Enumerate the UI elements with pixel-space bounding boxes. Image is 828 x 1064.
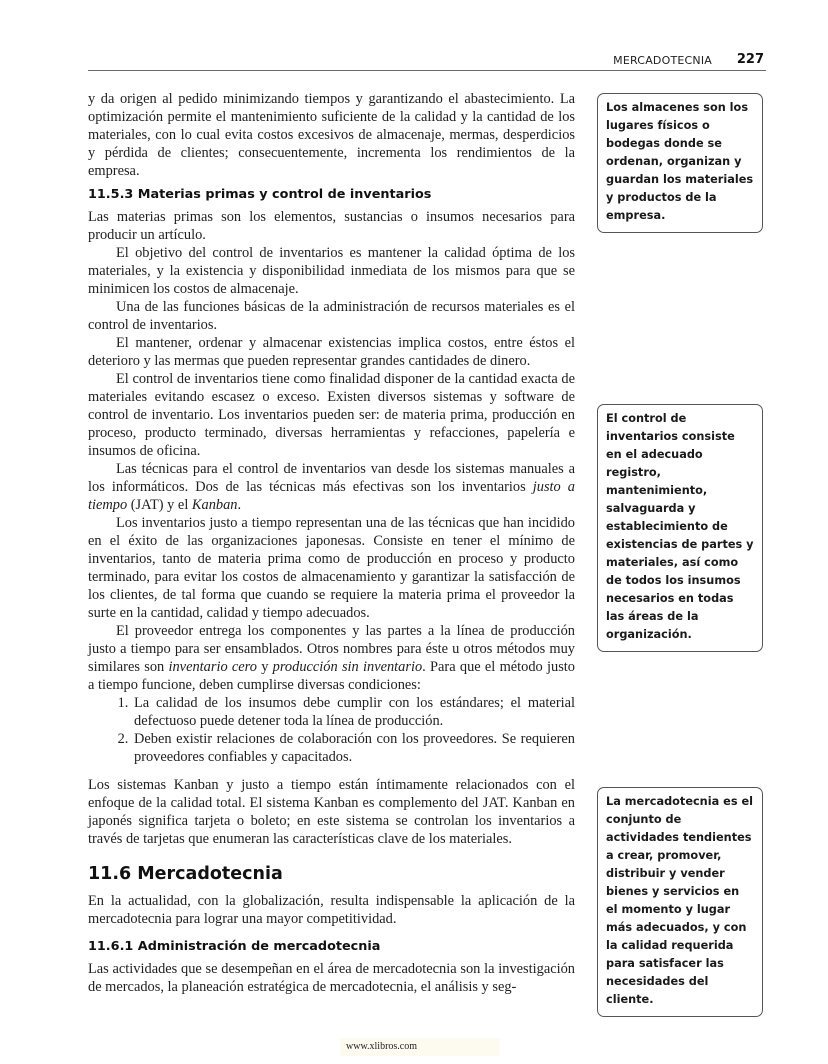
spacer bbox=[88, 766, 575, 776]
footer-watermark: www.xlibros.com bbox=[340, 1038, 500, 1056]
paragraph: El control de inventarios tiene como finalidad disponer de la cantidad exacta de materiales evitando escasez o exceso. Existen diversos sistemas y software de control de inventario. Los inventarios pueden ser: de materia prima, producción en proceso, producto terminado, diversas herramientas y refacciones, papelería e insumos de oficina. bbox=[88, 371, 575, 459]
heading-11-6: 11.6 Mercadotecnia bbox=[88, 864, 283, 884]
text-run: y bbox=[256, 659, 273, 675]
paragraph: Los inventarios justo a tiempo representan una de las técnicas que han incidido en el éxito de las organizaciones japonesas. Consiste en tener el mínimo de inventarios, tanto de materia prima como de producción en proceso y producto terminado, para evitar los costos de almacenamiento y garantizar la satisfacción de los clientes, de tal forma que cuando se requiere la materia prima el proveedor la surte en la cantidad, calidad y tiempo adecuados. bbox=[88, 515, 575, 621]
list-item: 1. La calidad de los insumos debe cumplir con los estándares; el material defectuoso puede detener toda la línea de producción. bbox=[132, 694, 575, 730]
text-run: El proveedor entrega los componentes y las partes a la línea de producción justo a tiempo para ser ensamblados. Otros nombres para éste u otros métodos muy similares son bbox=[88, 623, 575, 675]
italic-term: justo a tiempo bbox=[88, 479, 575, 513]
paragraph-supplier bbox=[88, 622, 575, 694]
paragraph: Las actividades que se desempeñan en el área de mercadotecnia son la investigación de mercados, la planeación estratégica de mercadotecnia, el análisis y seg- bbox=[88, 961, 575, 995]
text-run: . bbox=[237, 497, 242, 513]
running-header bbox=[88, 52, 766, 71]
paragraph-intro: y da origen al pedido minimizando tiempos y garantizando el abastecimiento. La optimización permite el mantenimiento suficiente de la calidad y la cantidad de los materiales, con lo cual evita costos excesivos de almacenaje, mermas, desperdicios y pérdida de clientes; consecuentemente, incrementa los rendimientos de la empresa. bbox=[88, 91, 575, 179]
paragraph: Los sistemas Kanban y justo a tiempo están íntimamente relacionados con el enfoque de la calidad total. El sistema Kanban es complemento del JAT. Kanban en japonés significa tarjeta o boleto; en este sistema se controlan los inventarios a través de tarjetas que enumeran las características clave de los materiales. bbox=[88, 777, 575, 847]
paragraph: El mantener, ordenar y almacenar existencias implica costos, entre éstos el deterioro y las mermas que pueden representar grandes cantidades de dinero. bbox=[88, 335, 575, 369]
paragraph-techniques bbox=[88, 460, 575, 514]
paragraph: El objetivo del control de inventarios es mantener la calidad óptima de los materiales, y la existencia y disponibilidad inmediata de los mismos para que se minimicen los costos de almacenaje. bbox=[88, 245, 575, 297]
text-run: (JAT) y el bbox=[127, 497, 192, 513]
text-run: . Para que el método justo a tiempo funcione, deben cumplirse diversas condiciones: bbox=[88, 659, 575, 693]
heading-11-5-3: 11.5.3 Materias primas y control de inventarios bbox=[88, 187, 432, 202]
running-header-section: MERCADOTECNIA bbox=[613, 54, 712, 67]
italic-term: producción sin inventario bbox=[272, 659, 423, 675]
paragraph: Una de las funciones básicas de la administración de recursos materiales es el control de inventarios. bbox=[88, 299, 575, 333]
italic-term: inventario cero bbox=[168, 659, 257, 675]
paragraph: Las materias primas son los elementos, sustancias o insumos necesarios para producir un artículo. bbox=[88, 209, 575, 243]
paragraph: En la actualidad, con la globalización, resulta indispensable la aplicación de la mercadotecnia para lograr una mayor competitividad. bbox=[88, 893, 575, 927]
italic-term: Kanban bbox=[191, 497, 238, 513]
main-column bbox=[88, 90, 575, 996]
list-item: 2. Deben existir relaciones de colaboración con los proveedores. Se requieren proveedores confiables y capacitados. bbox=[132, 730, 575, 766]
margin-note-control-inventarios: El control de inventarios consiste en el adecuado registro, mantenimiento, salvaguarda y establecimiento de existencias de partes y materiales, así como de todos los insumos necesarios en todas las áreas de la organización. bbox=[597, 404, 763, 652]
margin-note-mercadotecnia: La mercadotecnia es el conjunto de actividades tendientes a crear, promover, distribuir y vender bienes y servicios en el momento y lugar más adecuados, y con la calidad requerida para satisfacer las necesidades del cliente. bbox=[597, 787, 763, 1017]
page-number: 227 bbox=[736, 52, 764, 67]
conditions-list bbox=[88, 694, 575, 766]
text-run: Las técnicas para el control de inventarios van desde los sistemas manuales a los informáticos. Dos de las técnicas más efectivas son los inventarios bbox=[88, 461, 575, 495]
margin-note-almacenes: Los almacenes son los lugares físicos o bodegas donde se ordenan, organizan y guardan los materiales y productos de la empresa. bbox=[597, 93, 763, 233]
heading-11-6-1: 11.6.1 Administración de mercadotecnia bbox=[88, 939, 381, 954]
